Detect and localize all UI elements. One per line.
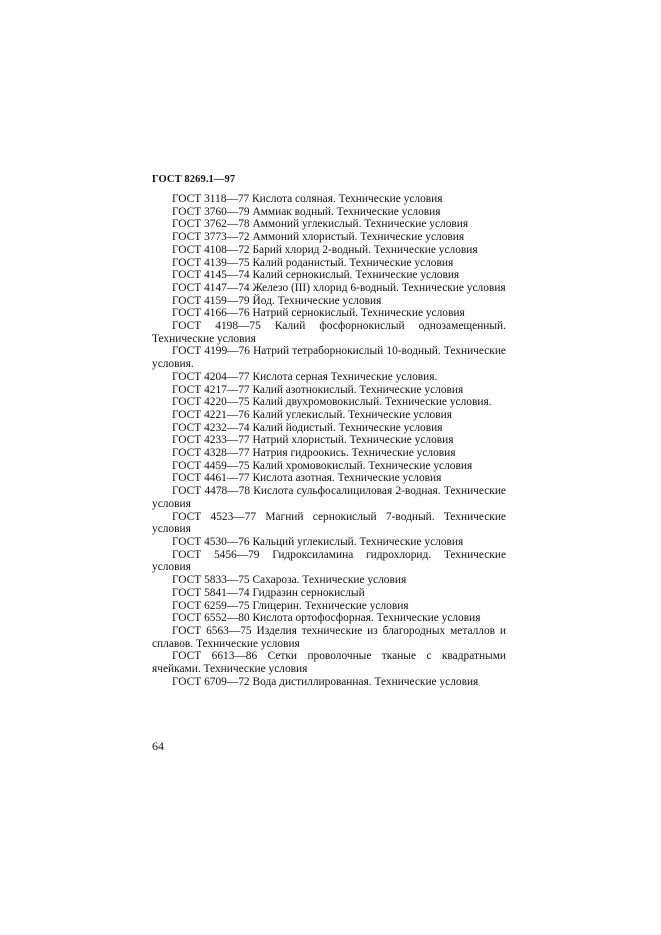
- reference-item: ГОСТ 4139—75 Калий роданистый. Технические условия: [172, 256, 454, 269]
- reference-item: ГОСТ 3762—78 Аммоний углекислый. Технические условия: [172, 218, 469, 231]
- reference-item: ГОСТ 4221—76 Калий углекислый. Технические условия: [172, 408, 452, 421]
- running-header: ГОСТ 8269.1—97: [152, 174, 236, 185]
- reference-item: ГОСТ 4147—74 Железо (III) хлорид 6-водный. Технические условия: [172, 281, 506, 294]
- reference-item: ГОСТ 6613—86 Сетки проволочные тканые с квадратными ячейками. Технические условия: [152, 650, 506, 676]
- reference-list: [152, 193, 506, 688]
- reference-item: ГОСТ 4233—77 Натрий хлористый. Технические условия: [172, 434, 454, 447]
- reference-item: ГОСТ 4523—77 Магний сернокислый 7-водный. Технические условия: [152, 510, 506, 536]
- reference-item: ГОСТ 4166—76 Натрий сернокислый. Технические условия: [172, 307, 465, 320]
- reference-item: ГОСТ 6709—72 Вода дистиллированная. Технические условия: [172, 675, 479, 688]
- reference-item: ГОСТ 5841—74 Гидразин сернокислый: [172, 586, 365, 599]
- reference-item: ГОСТ 4198—75 Калий фосфорнокислый однозамещенный. Технические условия: [152, 320, 506, 345]
- reference-item: ГОСТ 4204—77 Кислота серная Технические условия.: [172, 370, 438, 383]
- reference-item: ГОСТ 4145—74 Калий сернокислый. Технические условия: [172, 269, 460, 282]
- reference-item: ГОСТ 4459—75 Калий хромовокислый. Технические условия: [172, 459, 473, 472]
- reference-item: ГОСТ 5833—75 Сахароза. Технические условия: [172, 574, 407, 587]
- reference-item: ГОСТ 4478—78 Кислота сульфосалициловая 2-водная. Технические условия: [152, 485, 506, 510]
- reference-item: ГОСТ 4220—75 Калий двухромовокислый. Технические условия.: [172, 396, 492, 409]
- reference-item: ГОСТ 4530—76 Кальций углекислый. Технические условия: [172, 535, 464, 548]
- reference-item: ГОСТ 5456—79 Гидроксиламина гидрохлорид. Технические условия: [152, 548, 506, 574]
- reference-item: ГОСТ 6259—75 Глицерин. Технические условия: [172, 599, 409, 612]
- reference-item: ГОСТ 4328—77 Натрия гидроокись. Технические условия: [172, 447, 456, 460]
- reference-item: ГОСТ 3773—72 Аммоний хлористый. Технические условия: [172, 231, 465, 244]
- page-number: 64: [152, 739, 164, 753]
- reference-item: ГОСТ 4159—79 Йод. Технические условия: [172, 294, 382, 307]
- reference-item: ГОСТ 3118—77 Кислота соляная. Технические условия: [172, 193, 443, 205]
- reference-item: ГОСТ 4232—74 Калий йодистый. Технические условия: [172, 421, 443, 434]
- reference-item: ГОСТ 6563—75 Изделия технические из благородных металлов и сплавов. Технические условия: [152, 624, 506, 650]
- reference-item: ГОСТ 4108—72 Барий хлорид 2-водный. Технические условия: [172, 243, 478, 256]
- reference-item: ГОСТ 6552—80 Кислота ортофосфорная. Технические условия: [172, 612, 481, 625]
- reference-item: ГОСТ 4461—77 Кислота азотная. Технические условия: [172, 472, 442, 485]
- reference-item: ГОСТ 4199—76 Натрий тетраборнокислый 10-водный. Технические условия.: [152, 345, 506, 371]
- reference-item: ГОСТ 4217—77 Калий азотнокислый. Технические условия: [172, 383, 464, 396]
- reference-item: ГОСТ 3760—79 Аммиак водный. Технические условия: [172, 205, 441, 218]
